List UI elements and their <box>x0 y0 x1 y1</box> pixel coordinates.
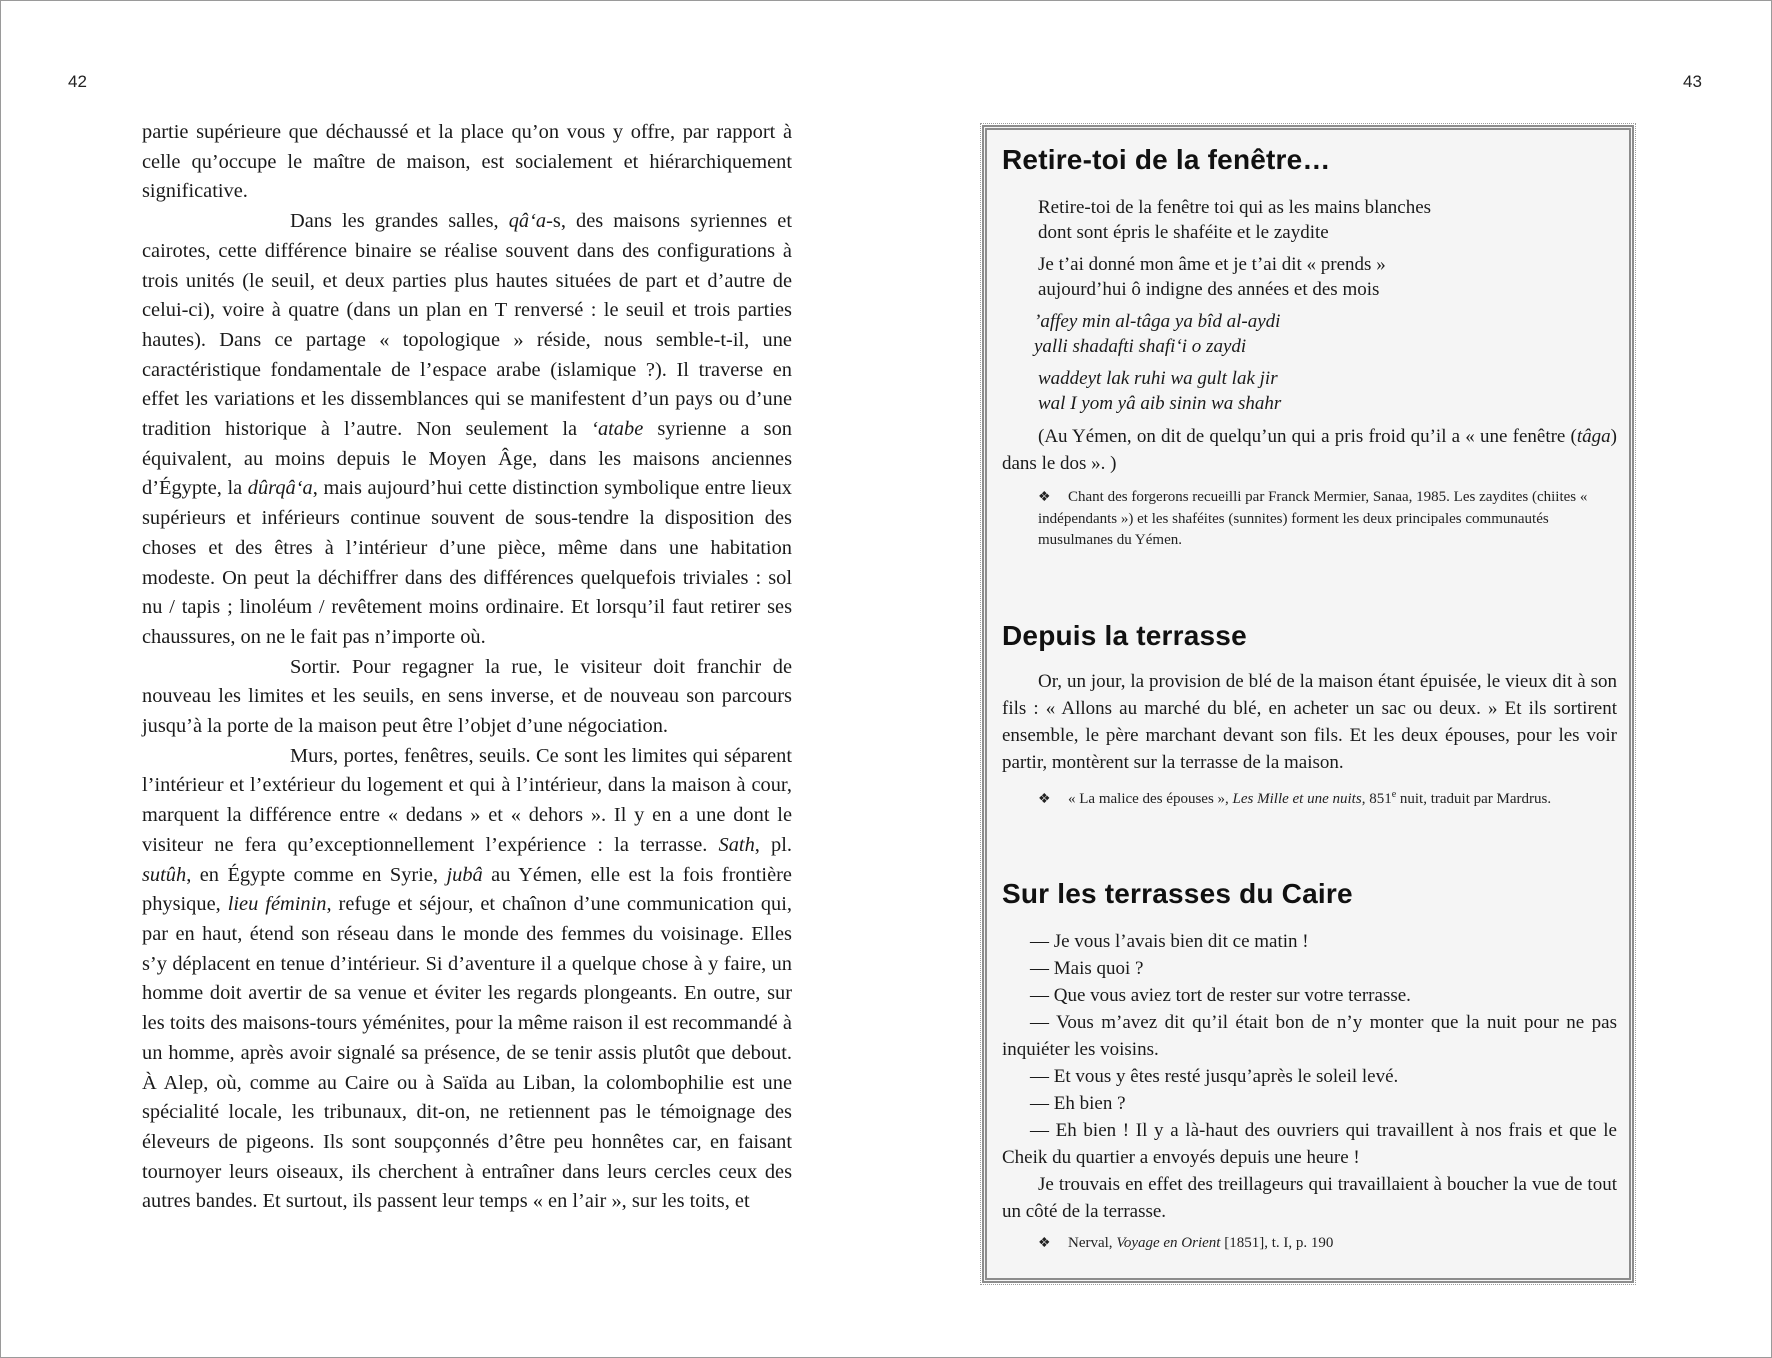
dialogue-line: — Eh bien ! Il y a là-haut des ouvriers qui travaillent à nos frais et que le Cheik du quartier a envoyés depuis une heure ! <box>1002 1120 1617 1168</box>
poem-line: dont sont épris le shaféite et le zaydite <box>1038 222 1329 243</box>
poem-line: aujourd’hui ô indigne des années et des mois <box>1038 279 1380 300</box>
poem-line: wal I yom yâ aib sinin wa shahr <box>1038 393 1282 414</box>
source-note: ❖ « La malice des épouses », Les Mille et une nuits, 851e nuit, traduit par Mardrus. <box>1038 784 1617 811</box>
poem <box>1034 195 1617 416</box>
section-text: Or, un jour, la provision de blé de la maison étant épuisée, le vieux dit à son fils : « Allons au marché du blé, en acheter un sac ou deux. » Et ils sortirent ensemble, le père marchant devant son fils. Et les deux épouses, pour les voir partir, montèrent sur la terrasse de la maison. <box>1002 670 1617 773</box>
section-title-terrasse: Depuis la terrasse <box>1002 619 1247 651</box>
sidebar-box <box>982 125 1634 1283</box>
paragraph-3: Sortir. Pour regagner la rue, le visiteur doit franchir de nouveau les limites et les seuils, en sens inverse, et de nouveau son parcours jusqu’à la porte de la maison peut être l’objet d’une négociation. <box>142 655 792 738</box>
dialogue-line: — Et vous y êtes resté jusqu’après le soleil levé. <box>1030 1066 1399 1087</box>
body-text-column <box>142 118 792 1217</box>
poem-stanza-arabic <box>1034 309 1617 359</box>
poem-stanza <box>1038 252 1617 302</box>
poem-stanza-arabic <box>1038 366 1617 416</box>
dialogue-line: — Mais quoi ? <box>1030 958 1144 979</box>
poem-line: Retire-toi de la fenêtre toi qui as les mains blanches <box>1038 197 1432 218</box>
dialogue-line: — Vous m’avez dit qu’il était bon de n’y monter que la nuit pour ne pas inquiéter les voisins. <box>1002 1012 1617 1060</box>
bullet-icon: ❖ <box>1038 490 1051 505</box>
dialogue-line: — Eh bien ? <box>1030 1093 1126 1114</box>
bullet-icon: ❖ <box>1038 1236 1051 1251</box>
page-number-left: 42 <box>68 72 87 91</box>
dialogue <box>1002 928 1617 1225</box>
paragraph-1: partie supérieure que déchaussé et la place qu’on vous y offre, par rapport à celle qu’occupe le maître de maison, est socialement et hiérarchiquement significative. <box>142 121 792 203</box>
source-note: ❖ Nerval, Voyage en Orient [1851], t. I, p. 190 <box>1038 1233 1617 1255</box>
source-note: ❖ Chant des forgerons recueilli par Franck Mermier, Sanaa, 1985. Les zaydites (chiites « indépendants ») et les shaféites (sunnites) forment les deux principales communautés musulmanes du Yémen. <box>1038 489 1588 548</box>
dialogue-line: — Que vous aviez tort de rester sur votre terrasse. <box>1030 985 1411 1006</box>
dialogue-line: — Je vous l’avais bien dit ce matin ! <box>1030 931 1309 952</box>
bullet-icon: ❖ <box>1038 791 1051 807</box>
poem-line: yalli shadafti shafi‘i o zaydi <box>1034 336 1247 357</box>
paragraph-2: Dans les grandes salles, qâ‘a-s, des maisons syriennes et cairotes, cette différence binaire se réalise souvent dans des configurations à trois unités (le seuil, et deux parties plus hautes situées de part et d’autre de celui-ci), voire à quatre (dans un plan en T renversé : le seuil et trois parties hautes). Dans ce partage « topologique » réside, nous semble-t-il, une caractéristique fondamentale de l’espace arabe (islamique ?). Il traverse en effet les variations et les dissemblances qui se manifestent d’un pays ou d’une tradition historique à l’autre. Non seulement la ‘atabe syrienne a son équivalent, au moins depuis le Moyen Âge, dans les maisons anciennes d’Égypte, la dûrqâ‘a, mais aujourd’hui cette distinction symbolique entre lieux supérieurs et inférieurs continue souvent de sous-tendre la disposition des choses et des êtres à l’intérieur d’une pièce, même dans une habitation modeste. On peut la déchiffrer dans des différences quelquefois triviales : sol nu / tapis ; linoléum / revêtement moins ordinaire. Et lorsqu’il faut retirer ses chaussures, on ne le fait pas n’importe où. <box>142 210 792 648</box>
poem-note: (Au Yémen, on dit de quelqu’un qui a pris froid qu’il a « une fenêtre (tâga) dans le dos ». ) <box>1002 426 1617 474</box>
paragraph-4: Murs, portes, fenêtres, seuils. Ce sont les limites qui séparent l’intérieur et l’extérieur du logement et qui à l’intérieur, dans la maison à cour, marquent la différence entre « dedans » et « dehors ». Il y en a une dont le visiteur ne fera qu’exceptionnellement l’expérience : la terrasse. Sath, pl. sutûh, en Égypte comme en Syrie, jubâ au Yémen, elle est la fois frontière physique, lieu féminin, refuge et séjour, et chaînon d’une communication qui, par en haut, étend son réseau dans le monde des femmes du voisinage. Elles s’y déplacent en tenue d’intérieur. Si d’aventure il a quelque chose à y faire, un homme doit avertir de sa venue et éviter les regards plongeants. En outre, sur les toits des maisons-tours yéménites, pour la même raison il est recommandé à un homme, après avoir signalé sa présence, de se tenir assis plutôt que debout. À Alep, où, comme au Caire ou à Saïda au Liban, la colombophilie est une spécialité locale, les tribunaux, dit-on, ne retiennent pas le témoignage des éleveurs de pigeons. Ils sont soupçonnés d’être peu honnêtes car, en faisant tournoyer leurs oiseaux, ils cherchent à entraîner dans leurs cercles ceux des autres bandes. Et surtout, ils passent leur temps « en l’air », sur les toits, et <box>142 744 793 1213</box>
poem-line: ’affey min al-tâga ya bîd al-aydi <box>1034 311 1281 332</box>
section-title-fenetre: Retire-toi de la fenêtre… <box>1002 144 1331 175</box>
page-number-right: 43 <box>1683 72 1702 91</box>
dialogue-narration: Je trouvais en effet des treillageurs qui travaillaient à boucher la vue de tout un côté de la terrasse. <box>1002 1174 1617 1222</box>
poem-line: Je t’ai donné mon âme et je t’ai dit « prends » <box>1038 254 1386 275</box>
poem-line: waddeyt lak ruhi wa gult lak jir <box>1038 368 1278 389</box>
poem-stanza <box>1038 195 1617 245</box>
section-title-caire: Sur les terrasses du Caire <box>1002 878 1353 909</box>
